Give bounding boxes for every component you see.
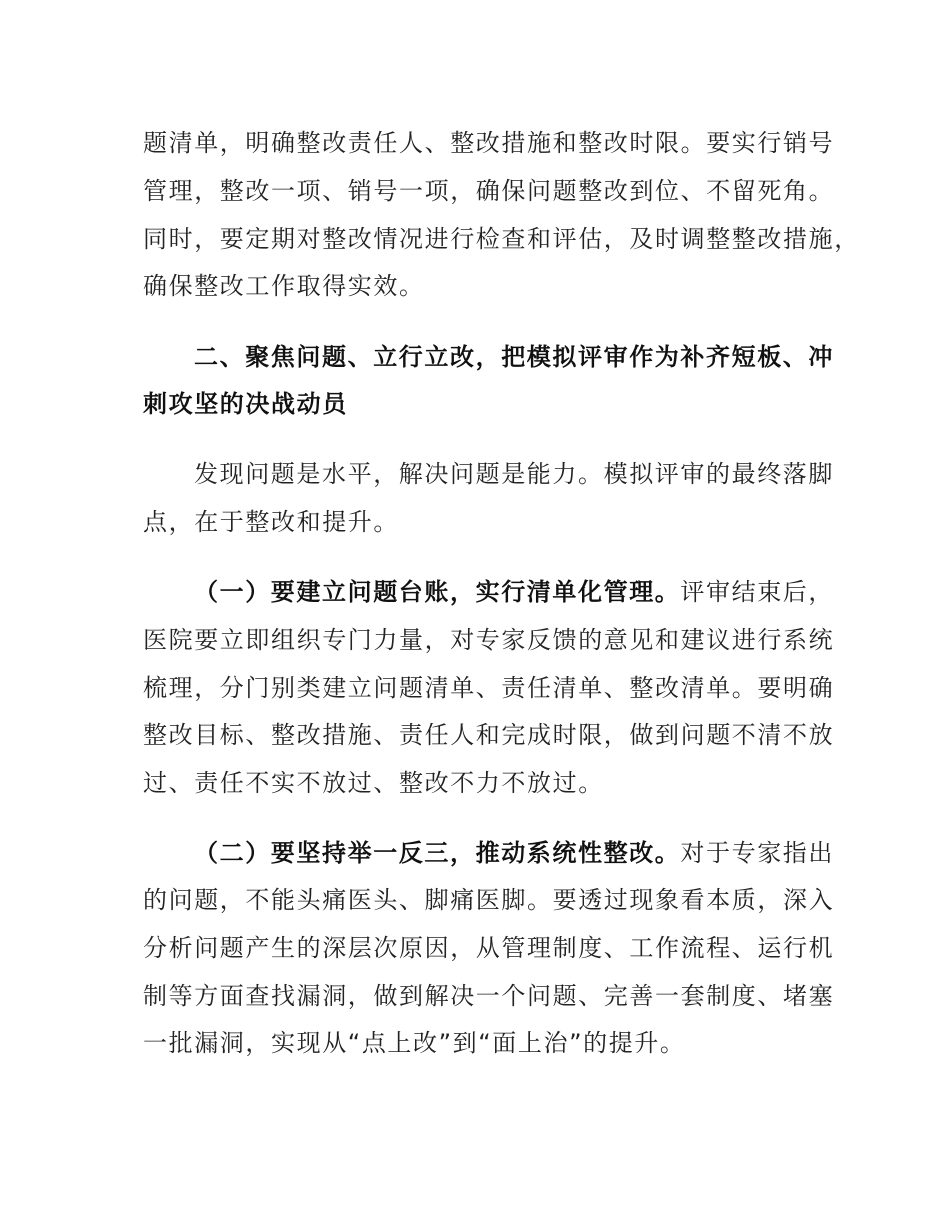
paragraph-line: 同时，要定期对整改情况进行检查和评估，及时调整整改措施，: [143, 225, 860, 253]
subheading-lead: （一）要建立问题台账，实行清单化管理。: [194, 578, 681, 606]
paragraph-line: 制等方面查找漏洞，做到解决一个问题、完善一套制度、堵塞: [143, 982, 835, 1010]
section-heading: 二、聚焦问题、立行立改，把模拟评审作为补齐短板、冲: [194, 343, 834, 371]
paragraph-line: 确保整改工作取得实效。: [143, 272, 425, 300]
subheading-lead: （二）要坚持举一反三，推动系统性整改。: [194, 839, 681, 867]
paragraph-line: 管理，整改一项、销号一项，确保问题整改到位、不留死角。: [143, 177, 835, 205]
paragraph-line: 点，在于整改和提升。: [143, 508, 399, 536]
paragraph-line: 整改目标、整改措施、责任人和完成时限，做到问题不清不放: [143, 721, 835, 749]
paragraph-line: [194, 577, 834, 607]
paragraph-text: 对于专家指出: [680, 839, 835, 867]
paragraph-line: 梳理，分门别类建立问题清单、责任清单、整改清单。要明确: [143, 674, 835, 702]
paragraph-line: 一批漏洞，实现从“点上改”到“面上治”的提升。: [143, 1029, 686, 1057]
paragraph-line: 医院要立即组织专门力量，对专家反馈的意见和建议进行系统: [143, 626, 835, 654]
paragraph-line: 题清单，明确整改责任人、整改措施和整改时限。要实行销号: [143, 129, 835, 157]
paragraph-line: [194, 838, 834, 868]
section-heading: 刺攻坚的决战动员: [143, 390, 348, 418]
paragraph-line: 发现问题是水平，解决问题是能力。模拟评审的最终落脚: [194, 460, 834, 488]
paragraph-text: 评审结束后，: [680, 578, 835, 606]
paragraph-line: 分析问题产生的深层次原因，从管理制度、工作流程、运行机: [143, 934, 835, 962]
paragraph-line: 的问题，不能头痛医头、脚痛医脚。要透过现象看本质，深入: [143, 886, 835, 914]
paragraph-line: 过、责任不实不放过、整改不力不放过。: [143, 769, 604, 797]
